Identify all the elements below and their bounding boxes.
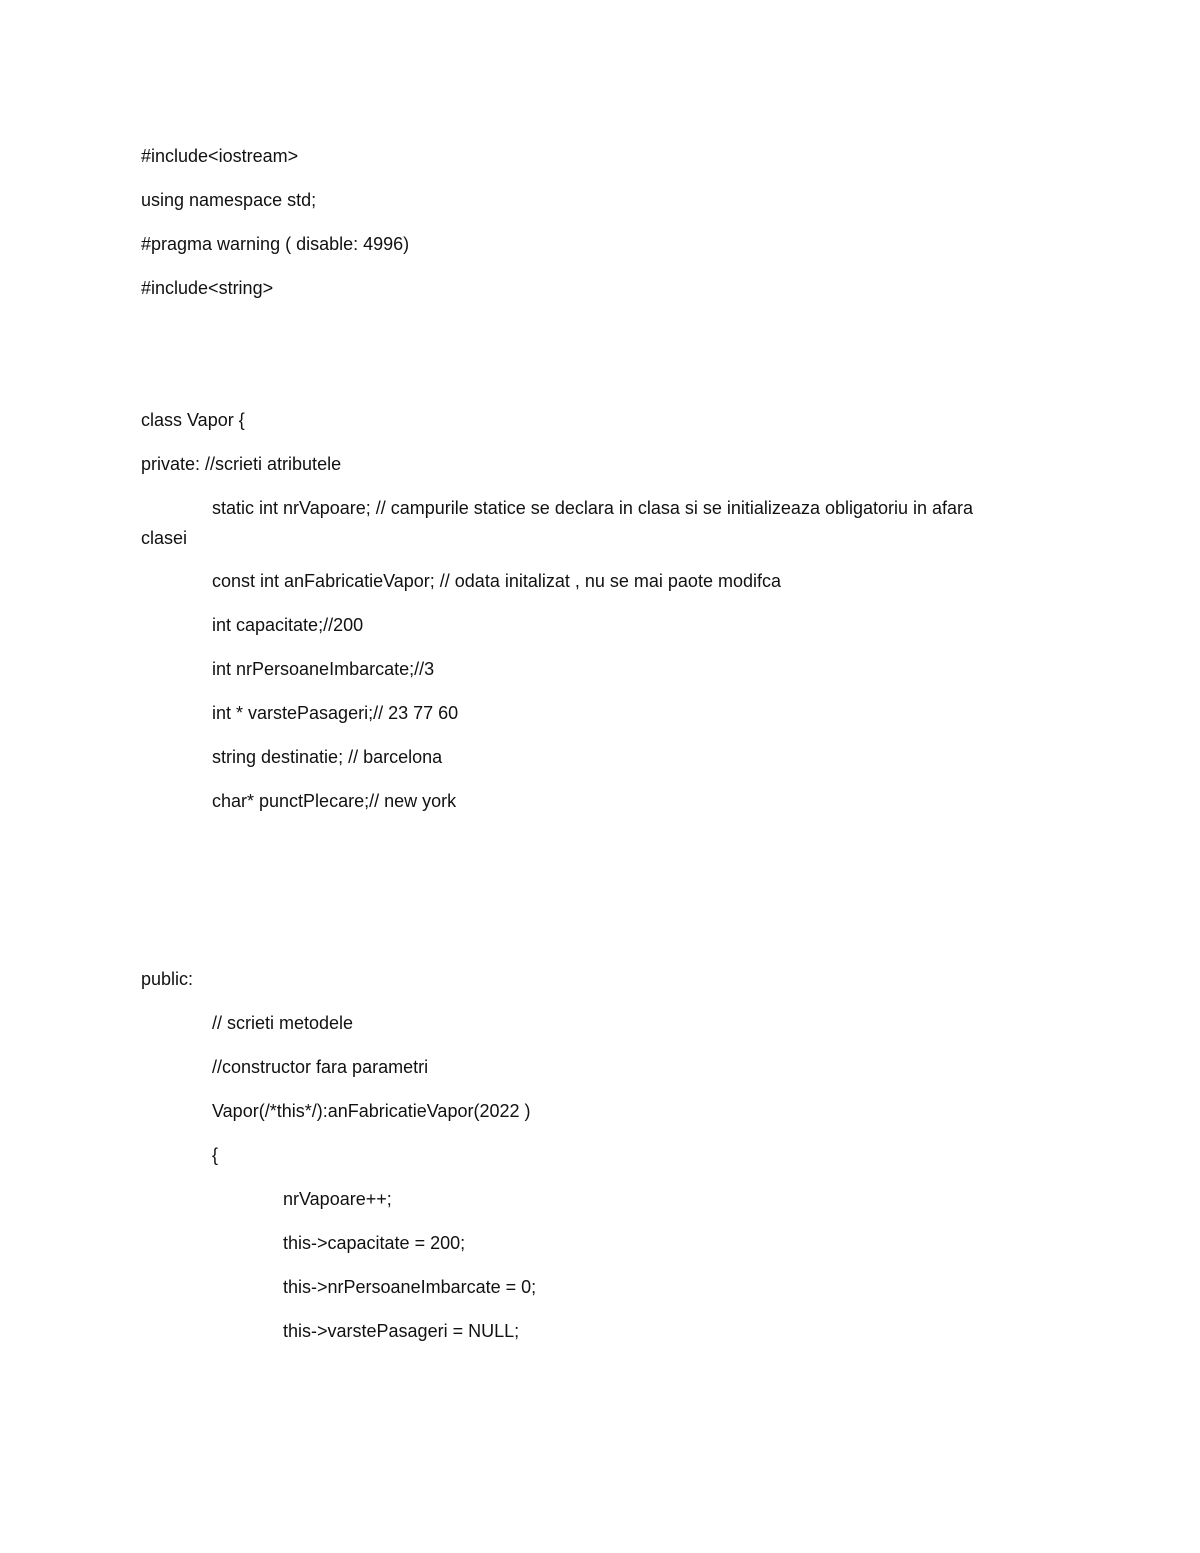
code-line-clasei-wrap: clasei — [141, 528, 188, 548]
code-line-set-varste: this->varstePasageri = NULL; — [283, 1321, 520, 1341]
code-line-private-section: private: //scrieti atributele — [141, 454, 342, 474]
code-line-using-namespace: using namespace std; — [141, 190, 317, 210]
code-line-const-anfabricatie: const int anFabricatieVapor; // odata initalizat , nu se mai paote modifca — [212, 571, 781, 591]
code-line-static-nrvapoare: static int nrVapoare; // campurile statice se declara in clasa si se initializeaza obligatoriu in afara — [212, 498, 974, 518]
code-line-class-declaration: class Vapor { — [141, 410, 245, 430]
code-line-include-iostream: #include<iostream> — [141, 146, 299, 166]
code-line-destinatie: string destinatie; // barcelona — [212, 747, 443, 767]
code-line-include-string: #include<string> — [141, 278, 274, 298]
code-line-punct-plecare: char* punctPlecare;// new york — [212, 791, 457, 811]
code-line-varste-pasageri: int * varstePasageri;// 23 77 60 — [212, 703, 459, 723]
code-line-constructor-comment: //constructor fara parametri — [212, 1057, 429, 1077]
code-line-nrpersoane: int nrPersoaneImbarcate;//3 — [212, 659, 435, 679]
code-line-set-nrpersoane: this->nrPersoaneImbarcate = 0; — [283, 1277, 537, 1297]
code-line-open-brace: { — [212, 1145, 219, 1165]
code-line-nrvapoare-increment: nrVapoare++; — [283, 1189, 392, 1209]
code-line-set-capacitate: this->capacitate = 200; — [283, 1233, 466, 1253]
code-line-constructor-signature: Vapor(/*this*/):anFabricatieVapor(2022 ) — [212, 1101, 531, 1121]
code-line-public-section: public: — [141, 969, 194, 989]
code-line-scrieti-metodele: // scrieti metodele — [212, 1013, 354, 1033]
code-line-pragma-warning: #pragma warning ( disable: 4996) — [141, 234, 410, 254]
code-line-capacitate: int capacitate;//200 — [212, 615, 364, 635]
